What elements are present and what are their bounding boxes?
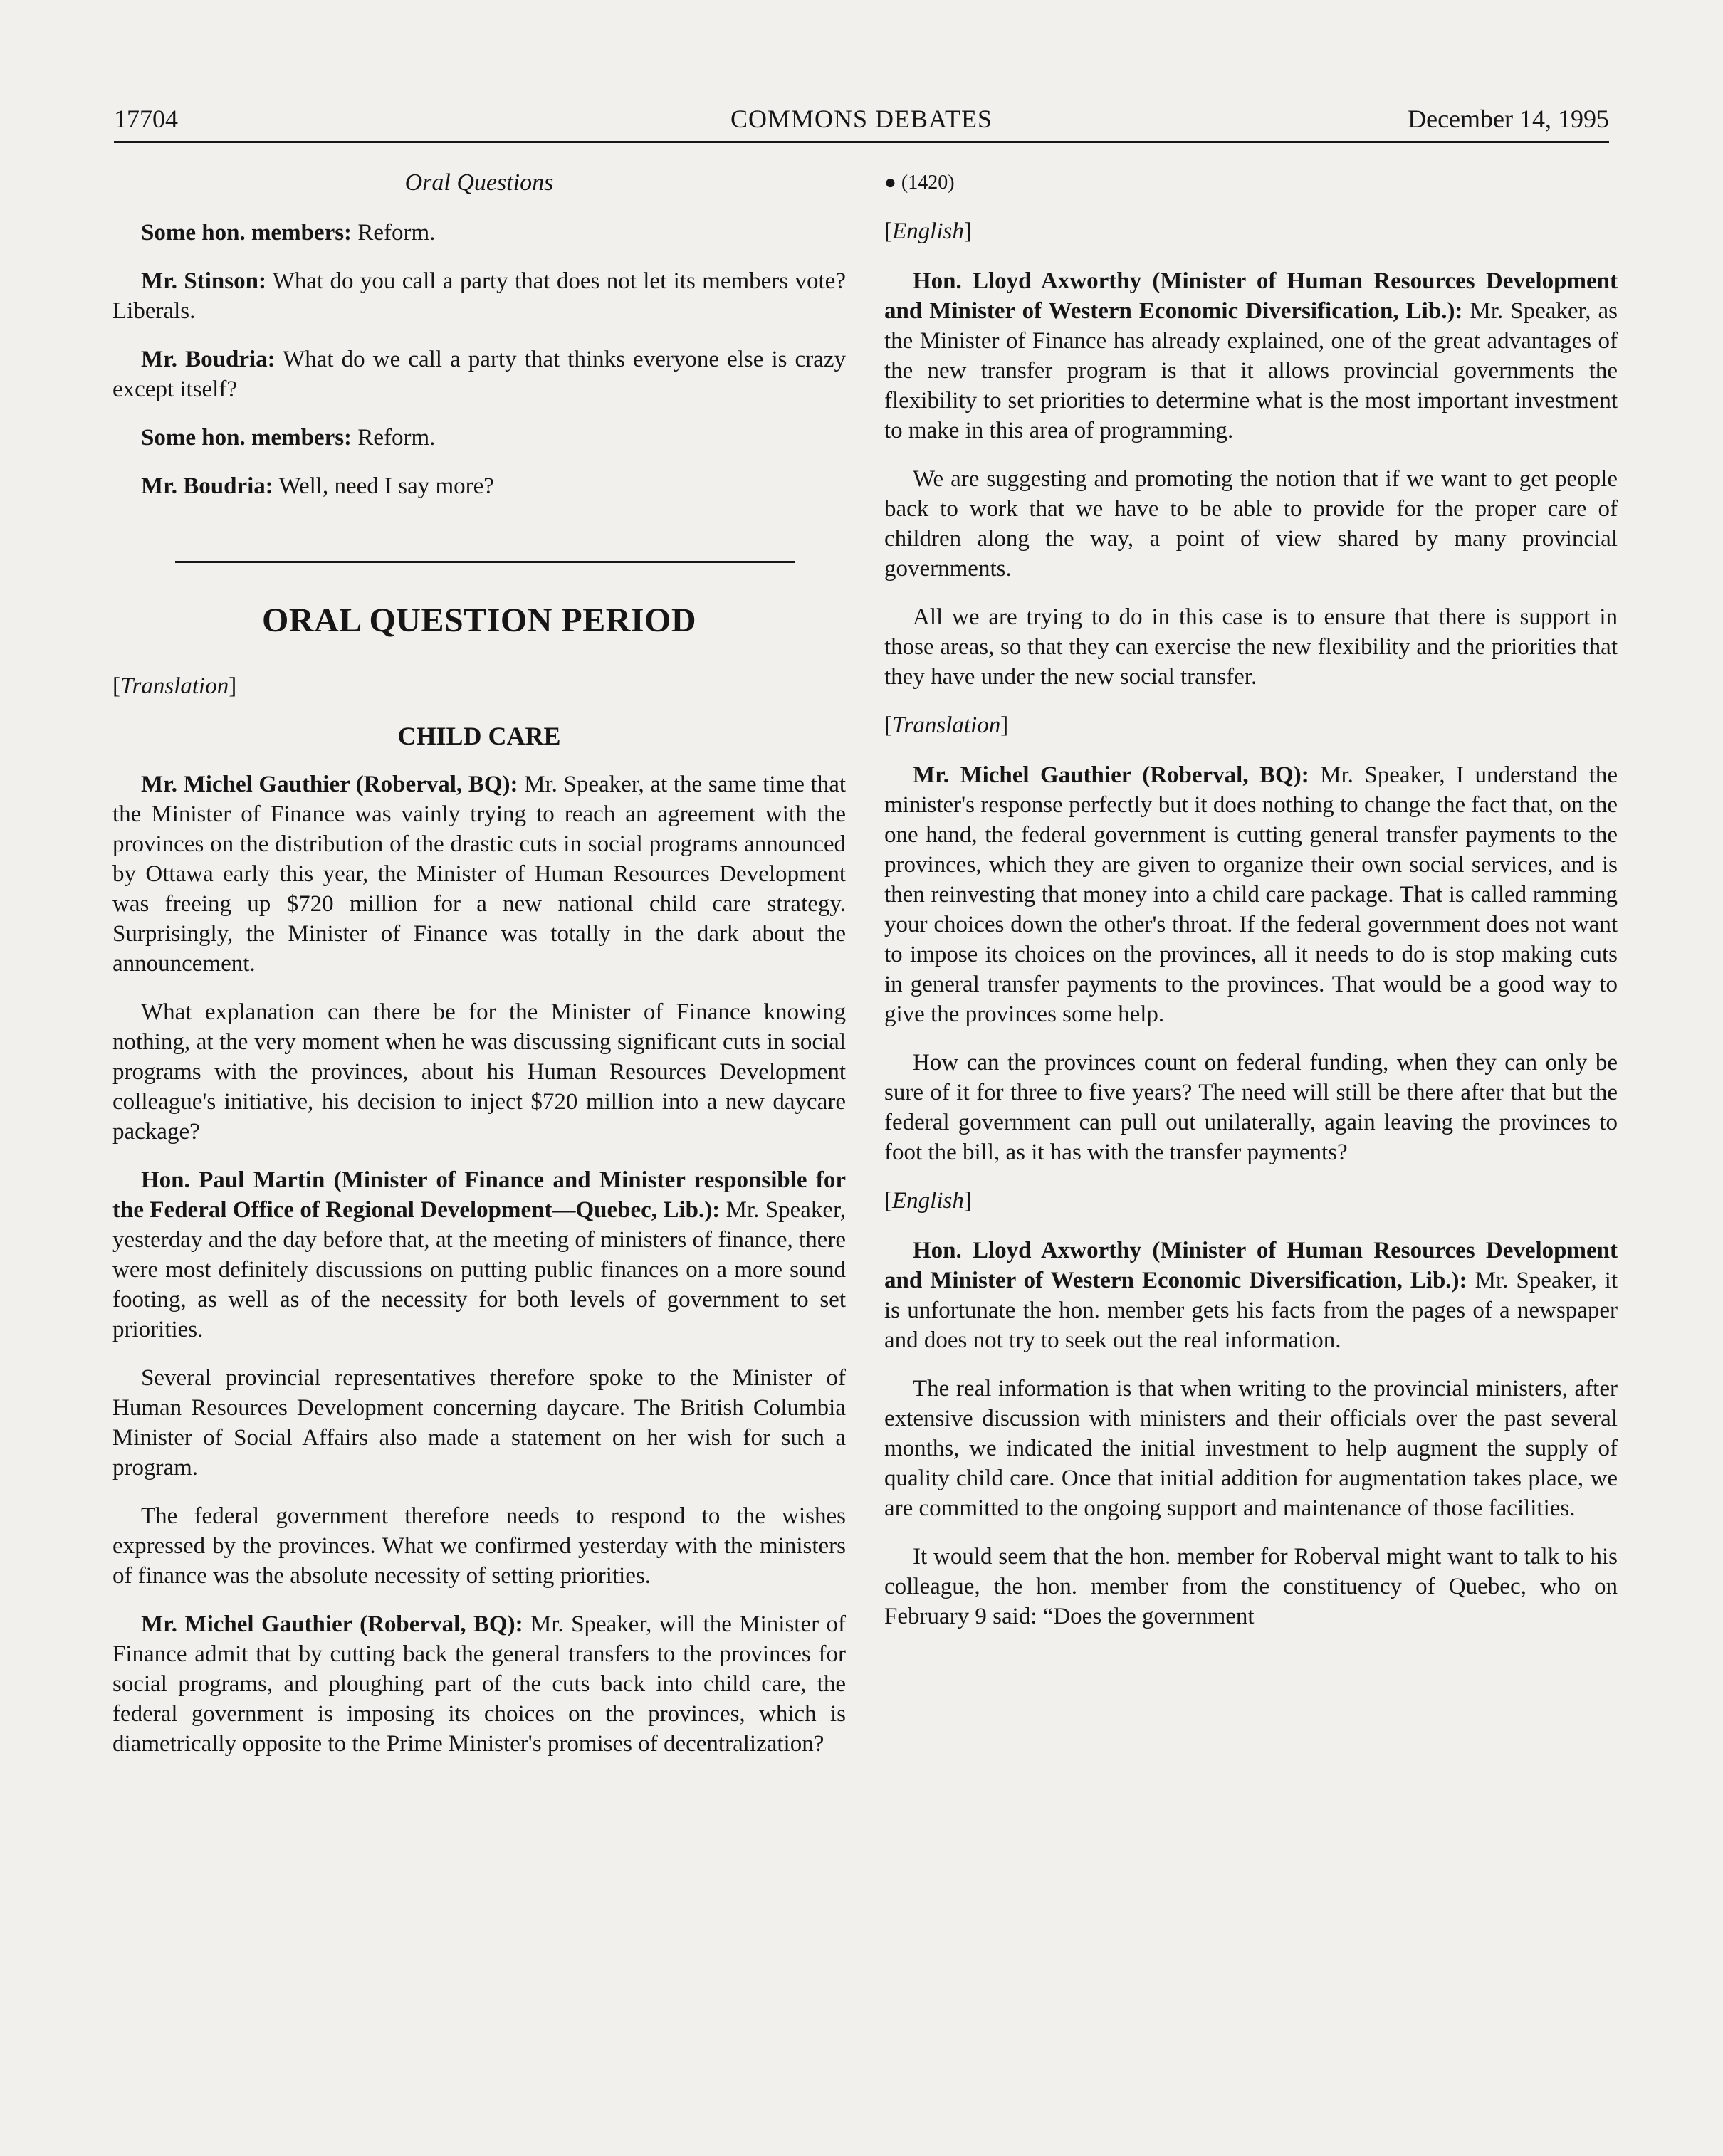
- speech: What do we call a party that thinks everyone else is crazy except itself?: [112, 347, 846, 402]
- speaker: Hon. Lloyd Axworthy (Minister of Human Resources Development and Minister of Western Economic Diversification, Lib.):: [884, 268, 1618, 324]
- language-tag: [English]: [884, 219, 972, 244]
- paragraph: Several provincial representatives therefore spoke to the Minister of Human Resources Development concerning daycare. The British Columbia Minister of Social Affairs also made a statement on her wish for such a program.: [112, 1365, 846, 1481]
- language-tag-text: English: [892, 219, 964, 244]
- language-tag-text: English: [892, 1188, 964, 1214]
- speech: What do you call a party that does not let its members vote? Liberals.: [112, 268, 846, 324]
- speech: Mr. Speaker, will the Minister of Finance admit that by cutting back the general transfers to the provinces for social programs, and ploughing part of the cuts back into child care, the federal government is imposing its choices on the provinces, which is diametrically opposite to the Prime Minister's promises of decentralization?: [112, 1611, 846, 1757]
- paragraph: All we are trying to do in this case is to ensure that there is support in those areas, so that they can exercise the new flexibility and the priorities that they have under the new social transfer.: [884, 604, 1618, 690]
- paragraph: [112, 345, 846, 404]
- language-tag: [Translation]: [884, 712, 1009, 738]
- speaker: Hon. Lloyd Axworthy (Minister of Human Resources Development and Minister of Western Economic Diversification, Lib.):: [884, 1238, 1618, 1293]
- paragraph: The real information is that when writing to the provincial ministers, after extensive discussion with ministers and their officials over the past several months, we indicated the initial investment to help augment the supply of quality child care. Once that initial addition for augmentation takes place, we are committed to the ongoing support and maintenance of those facilities.: [884, 1376, 1618, 1521]
- speaker: Hon. Paul Martin (Minister of Finance and Minister responsible for the Federal Office of Regional Development—Quebec, Lib.):: [112, 1167, 846, 1223]
- language-tag: [English]: [884, 1188, 972, 1214]
- page-number: 17704: [114, 105, 178, 133]
- running-head: Oral Questions: [404, 169, 554, 196]
- language-tag-text: Translation: [892, 712, 1001, 738]
- section-divider: [175, 561, 795, 563]
- speaker: Mr. Michel Gauthier (Roberval, BQ):: [141, 772, 518, 797]
- speech: Well, need I say more?: [273, 473, 494, 499]
- paragraph: We are suggesting and promoting the notion that if we want to get people back to work that we have to be able to provide for the proper care of children along the way, a point of view shared by many provincial governments.: [884, 466, 1618, 582]
- header-rule: [114, 141, 1609, 143]
- publication-date: December 14, 1995: [1408, 105, 1609, 133]
- paragraph: How can the provinces count on federal funding, when they can only be sure of it for three to five years? The need will still be there after that but the federal government can pull out unilaterally, again leaving the provinces to foot the bill, as it has with the transfer payments?: [884, 1050, 1618, 1165]
- subject-heading: CHILD CARE: [397, 722, 561, 750]
- page-header: [114, 100, 1609, 142]
- language-tag: [Translation]: [112, 673, 237, 699]
- speaker: Mr. Stinson:: [141, 268, 266, 294]
- paragraph: [112, 769, 846, 979]
- paragraph: It would seem that the hon. member for Roberval might want to talk to his colleague, the hon. member from the constituency of Quebec, who on February 9 said: “Does the government: [884, 1544, 1618, 1629]
- paragraph: [112, 471, 846, 501]
- right-column: [884, 168, 1618, 1650]
- paragraph: [112, 218, 846, 248]
- paragraph: The federal government therefore needs to respond to the wishes expressed by the provinces. What we confirmed yesterday with the ministers of finance was the absolute necessity of setting priorities.: [112, 1503, 846, 1589]
- speaker: Mr. Michel Gauthier (Roberval, BQ):: [913, 762, 1309, 788]
- speech: Reform.: [352, 220, 436, 246]
- paragraph: [884, 266, 1618, 446]
- paragraph: [112, 423, 846, 453]
- left-column: [112, 168, 846, 1777]
- speech: Mr. Speaker, I understand the minister's response perfectly but it does nothing to change the fact that, on the one hand, the federal government is cutting general transfer payments to the provinces, which they are given to organize their own social services, and is then reinvesting that money into a child care package. That is called ramming your choices down the other's throat. If the federal government does not want to impose its choices on the provinces, all it needs to do is stop making cuts in general transfer payments to the provinces. That would be a good way to give the provinces some help.: [884, 762, 1618, 1027]
- paragraph: [112, 1609, 846, 1759]
- speech: Mr. Speaker, it is unfortunate the hon. member gets his facts from the pages of a newspaper and does not try to seek out the real information.: [884, 1268, 1618, 1353]
- speaker: Some hon. members:: [141, 425, 352, 451]
- language-tag-text: Translation: [120, 673, 229, 699]
- speech: Reform.: [352, 425, 436, 451]
- speaker: Mr. Michel Gauthier (Roberval, BQ):: [141, 1611, 523, 1637]
- paragraph: [884, 1236, 1618, 1355]
- speech: Mr. Speaker, yesterday and the day before that, at the meeting of ministers of finance, there were most definitely discussions on putting public finances on a more sound footing, as well as of the necessity for both levels of government to set priorities.: [112, 1197, 846, 1342]
- speech: Mr. Speaker, as the Minister of Finance has already explained, one of the great advantages of the new transfer program is that it allows provincial governments the flexibility to set priorities to determine what is the most important investment to make in this area of programming.: [884, 298, 1618, 443]
- speech: Mr. Speaker, at the same time that the Minister of Finance was vainly trying to reach an agreement with the provinces on the distribution of the drastic cuts in social programs announced by Ottawa early this year, the Minister of Human Resources Development was freeing up $720 million for a new national child care strategy. Surprisingly, the Minister of Finance was totally in the dark about the announcement.: [112, 772, 847, 977]
- paragraph: [112, 266, 846, 326]
- publication-title: COMMONS DEBATES: [730, 105, 993, 133]
- speaker: Mr. Boudria:: [141, 347, 276, 372]
- paragraph: What explanation can there be for the Minister of Finance knowing nothing, at the very moment when he was discussing significant cuts in social programs with the provinces, about his Human Resources Development colleague's initiative, his decision to inject $720 million into a new daycare package?: [112, 999, 846, 1145]
- section-title: ORAL QUESTION PERIOD: [261, 601, 697, 639]
- speaker: Some hon. members:: [141, 220, 352, 246]
- paragraph: [884, 760, 1618, 1029]
- speaker: Mr. Boudria:: [141, 473, 273, 499]
- paragraph: [112, 1165, 846, 1345]
- time-marker: ● (1420): [884, 172, 955, 194]
